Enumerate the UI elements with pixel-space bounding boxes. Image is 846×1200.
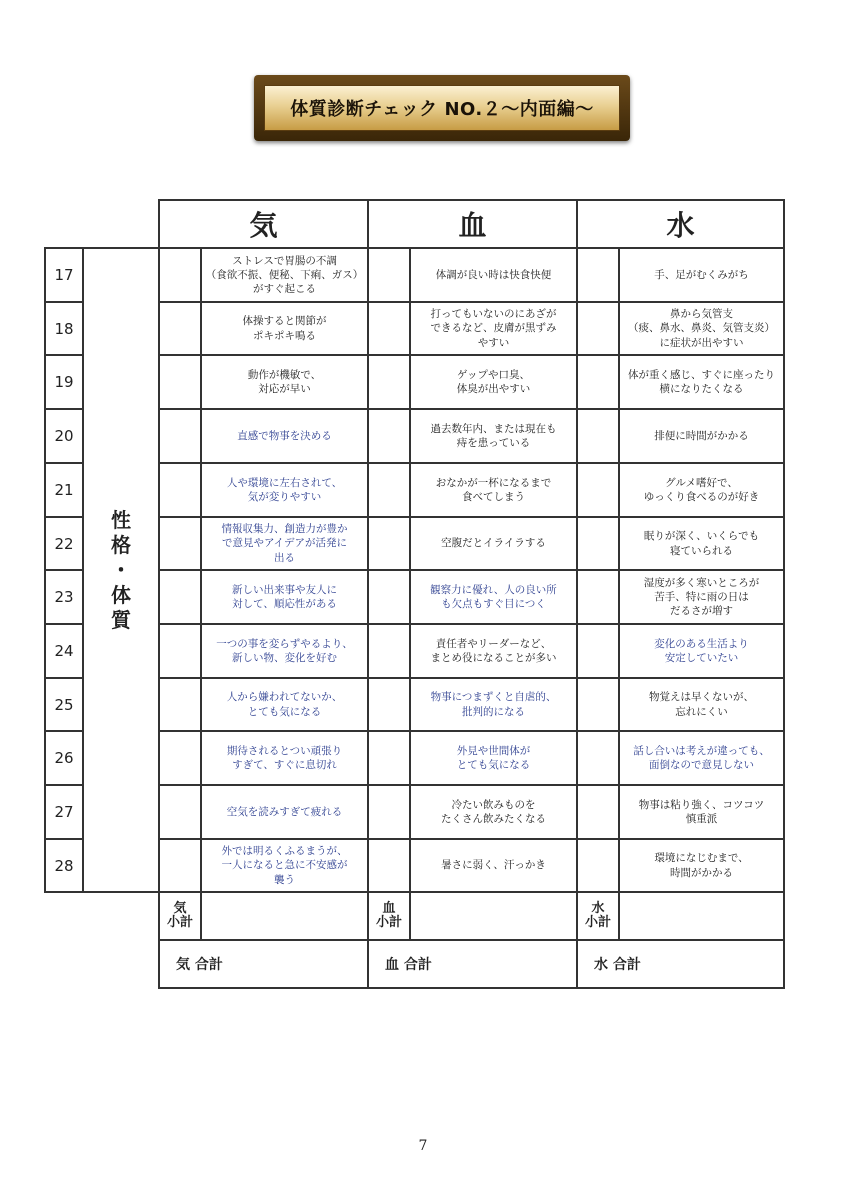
- item-sui: [618, 730, 785, 786]
- side-label-char: 質: [111, 607, 131, 632]
- row-number: 17: [44, 247, 84, 303]
- row-number: 27: [44, 784, 84, 840]
- check-box-ki[interactable]: [158, 569, 202, 625]
- check-box-ketsu[interactable]: [367, 784, 411, 840]
- item-ki: [200, 408, 369, 464]
- check-box-sui[interactable]: [576, 301, 620, 356]
- item-ketsu: [409, 784, 578, 840]
- item-sui: [618, 301, 785, 356]
- check-box-ki[interactable]: [158, 354, 202, 410]
- item-text: 観察力に優れ、人の良い所 も欠点もすぐ目につく: [430, 583, 557, 610]
- check-box-ki[interactable]: [158, 838, 202, 893]
- ki-total-field[interactable]: 気 合計: [158, 939, 369, 989]
- item-text: 環境になじむまで、 時間がかかる: [654, 852, 749, 879]
- item-ki: [200, 623, 369, 679]
- category-header-ki: 気: [158, 199, 369, 249]
- item-text: 直感で物事を決める: [237, 429, 332, 442]
- item-text: 人や環境に左右されて、 気が変りやすい: [226, 476, 343, 503]
- side-label-char: 格: [111, 532, 131, 557]
- check-box-sui[interactable]: [576, 784, 620, 840]
- check-box-sui[interactable]: [576, 516, 620, 571]
- row-number: 18: [44, 301, 84, 356]
- item-text: 情報収集力、創造力が豊か で意見やアイデアが活発に 出る: [221, 523, 348, 564]
- item-text: 暑さに弱く、汗っかき: [441, 859, 546, 872]
- item-ketsu: [409, 354, 578, 410]
- side-label-char: 性: [111, 507, 131, 532]
- title-banner: [254, 75, 630, 141]
- item-ketsu: [409, 569, 578, 625]
- check-box-sui[interactable]: [576, 462, 620, 518]
- item-ketsu: [409, 301, 578, 356]
- check-box-sui[interactable]: [576, 838, 620, 893]
- row-number: 28: [44, 838, 84, 893]
- ki-subtotal-label: [158, 891, 202, 941]
- row-number: 23: [44, 569, 84, 625]
- check-box-sui[interactable]: [576, 677, 620, 732]
- row-number: 25: [44, 677, 84, 732]
- item-sui: [618, 354, 785, 410]
- item-text: 体操すると関節が ポキポキ鳴る: [242, 315, 327, 342]
- item-text: 冷たい飲みものを たくさん飲みたくなる: [441, 798, 546, 825]
- check-box-ketsu[interactable]: [367, 677, 411, 732]
- item-text: 過去数年内、または現在も 痔を患っている: [430, 422, 557, 449]
- item-text: 話し合いは考えが違っても、 面倒なので意見しない: [633, 744, 770, 771]
- item-text: 手、足がむくみがち: [654, 268, 749, 281]
- item-ki: [200, 569, 369, 625]
- item-text: 変化のある生活より 安定していたい: [654, 637, 749, 664]
- check-box-ki[interactable]: [158, 677, 202, 732]
- item-text: 物事は粘り強く、コツコツ 慎重派: [638, 798, 765, 825]
- category-header-sui: 水: [576, 199, 785, 249]
- check-box-sui[interactable]: [576, 354, 620, 410]
- item-text: 期待されるとつい頑張り すぎて、すぐに息切れ: [226, 744, 343, 771]
- item-ki: [200, 730, 369, 786]
- check-box-ki[interactable]: [158, 516, 202, 571]
- check-box-ketsu[interactable]: [367, 354, 411, 410]
- item-text: ストレスで胃腸の不調 （食欲不振、便秘、下痢、ガス） がすぐ起こる: [205, 254, 364, 296]
- ketsu-subtotal-field[interactable]: [409, 891, 578, 941]
- item-sui: [618, 516, 785, 571]
- row-number: 20: [44, 408, 84, 464]
- row-number: 24: [44, 623, 84, 679]
- item-text: ゲップや口臭、 体臭が出やすい: [456, 368, 531, 395]
- item-ki: [200, 301, 369, 356]
- item-ketsu: [409, 730, 578, 786]
- sui-subtotal-label: [576, 891, 620, 941]
- category-header-ketsu: 血: [367, 199, 578, 249]
- ketsu-subtotal-text: 血 小計: [375, 901, 402, 930]
- check-box-ki[interactable]: [158, 730, 202, 786]
- item-ketsu: [409, 838, 578, 893]
- ki-subtotal-text: 気 小計: [166, 901, 193, 930]
- row-number: 22: [44, 516, 84, 571]
- item-sui: [618, 408, 785, 464]
- check-box-ki[interactable]: [158, 247, 202, 303]
- check-box-ketsu[interactable]: [367, 569, 411, 625]
- ketsu-subtotal-label: [367, 891, 411, 941]
- row-number: 26: [44, 730, 84, 786]
- ketsu-total-field[interactable]: 血 合計: [367, 939, 578, 989]
- check-box-ketsu[interactable]: [367, 247, 411, 303]
- side-label-char: 体: [111, 582, 131, 607]
- check-box-ki[interactable]: [158, 784, 202, 840]
- check-box-sui[interactable]: [576, 408, 620, 464]
- check-box-sui[interactable]: [576, 247, 620, 303]
- item-text: 新しい出来事や友人に 対して、順応性がある: [232, 583, 337, 610]
- item-ki: [200, 462, 369, 518]
- title-plate: [264, 85, 620, 131]
- item-text: 排便に時間がかかる: [654, 429, 749, 442]
- check-box-sui[interactable]: [576, 730, 620, 786]
- item-sui: [618, 569, 785, 625]
- item-ki: [200, 247, 369, 303]
- page-title: 体質診断チェック NO.２～内面編～: [290, 99, 594, 120]
- item-text: 動作が機敏で、 対応が早い: [247, 368, 322, 395]
- item-sui: [618, 462, 785, 518]
- item-ketsu: [409, 677, 578, 732]
- sui-subtotal-field[interactable]: [618, 891, 785, 941]
- item-text: 物覚えは早くないが、 忘れにくい: [649, 691, 754, 718]
- item-text: 外では明るくふるまうが、 一人になると急に不安感が 襲う: [221, 845, 348, 886]
- check-box-ketsu[interactable]: [367, 462, 411, 518]
- check-box-ketsu[interactable]: [367, 730, 411, 786]
- check-box-sui[interactable]: [576, 623, 620, 679]
- item-ketsu: [409, 623, 578, 679]
- check-box-ketsu[interactable]: [367, 516, 411, 571]
- item-ki: [200, 838, 369, 893]
- item-ki: [200, 354, 369, 410]
- check-box-ki[interactable]: [158, 408, 202, 464]
- item-text: 責任者やリーダーなど、 まとめ役になることが多い: [430, 637, 557, 664]
- side-label-personality-constitution: [82, 247, 160, 893]
- item-text: 体が重く感じ、すぐに座ったり 横になりたくなる: [628, 368, 775, 395]
- sui-subtotal-text: 水 小計: [584, 901, 611, 930]
- item-ki: [200, 784, 369, 840]
- ki-subtotal-field[interactable]: [200, 891, 369, 941]
- item-text: 一つの事を変らずやるより、 新しい物、変化を好む: [216, 637, 353, 664]
- item-sui: [618, 838, 785, 893]
- check-box-ketsu[interactable]: [367, 301, 411, 356]
- item-ketsu: [409, 247, 578, 303]
- item-ketsu: [409, 462, 578, 518]
- item-text: 空気を読みすぎて疲れる: [226, 805, 343, 818]
- check-box-ki[interactable]: [158, 301, 202, 356]
- item-text: 体調が良い時は快食快便: [435, 268, 552, 281]
- item-sui: [618, 784, 785, 840]
- row-number: 19: [44, 354, 84, 410]
- side-label-char: ・: [111, 557, 131, 582]
- check-box-ki[interactable]: [158, 462, 202, 518]
- item-ketsu: [409, 408, 578, 464]
- item-text: 人から嫌われてないか、 とても気になる: [226, 691, 343, 718]
- item-text: 打ってもいないのにあざが できるなど、皮膚が黒ずみ やすい: [430, 308, 557, 349]
- item-text: 眠りが深く、いくらでも 寝ていられる: [643, 530, 760, 557]
- check-box-ki[interactable]: [158, 623, 202, 679]
- sui-total-field[interactable]: 水 合計: [576, 939, 785, 989]
- item-ketsu: [409, 516, 578, 571]
- page-number: 7: [418, 1138, 428, 1154]
- item-text: 空腹だとイライラする: [441, 537, 546, 550]
- item-ki: [200, 516, 369, 571]
- item-sui: [618, 677, 785, 732]
- item-text: グルメ嗜好で、 ゆっくり食べるのが好き: [643, 476, 760, 503]
- item-sui: [618, 623, 785, 679]
- row-number: 21: [44, 462, 84, 518]
- item-text: おなかが一杯になるまで 食べてしまう: [435, 476, 552, 503]
- item-text: 物事につまずくと自虐的、 批判的になる: [430, 691, 557, 718]
- check-box-ketsu[interactable]: [367, 408, 411, 464]
- check-box-ketsu[interactable]: [367, 623, 411, 679]
- check-box-ketsu[interactable]: [367, 838, 411, 893]
- item-text: 湿度が多く寒いところが 苦手、特に雨の日は だるさが増す: [643, 576, 760, 618]
- item-ki: [200, 677, 369, 732]
- side-label-text: [111, 508, 131, 633]
- item-text: 鼻から気管支 （痰、鼻水、鼻炎、気管支炎） に症状が出やすい: [628, 308, 775, 349]
- item-text: 外見や世間体が とても気になる: [456, 744, 531, 771]
- check-box-sui[interactable]: [576, 569, 620, 625]
- item-sui: [618, 247, 785, 303]
